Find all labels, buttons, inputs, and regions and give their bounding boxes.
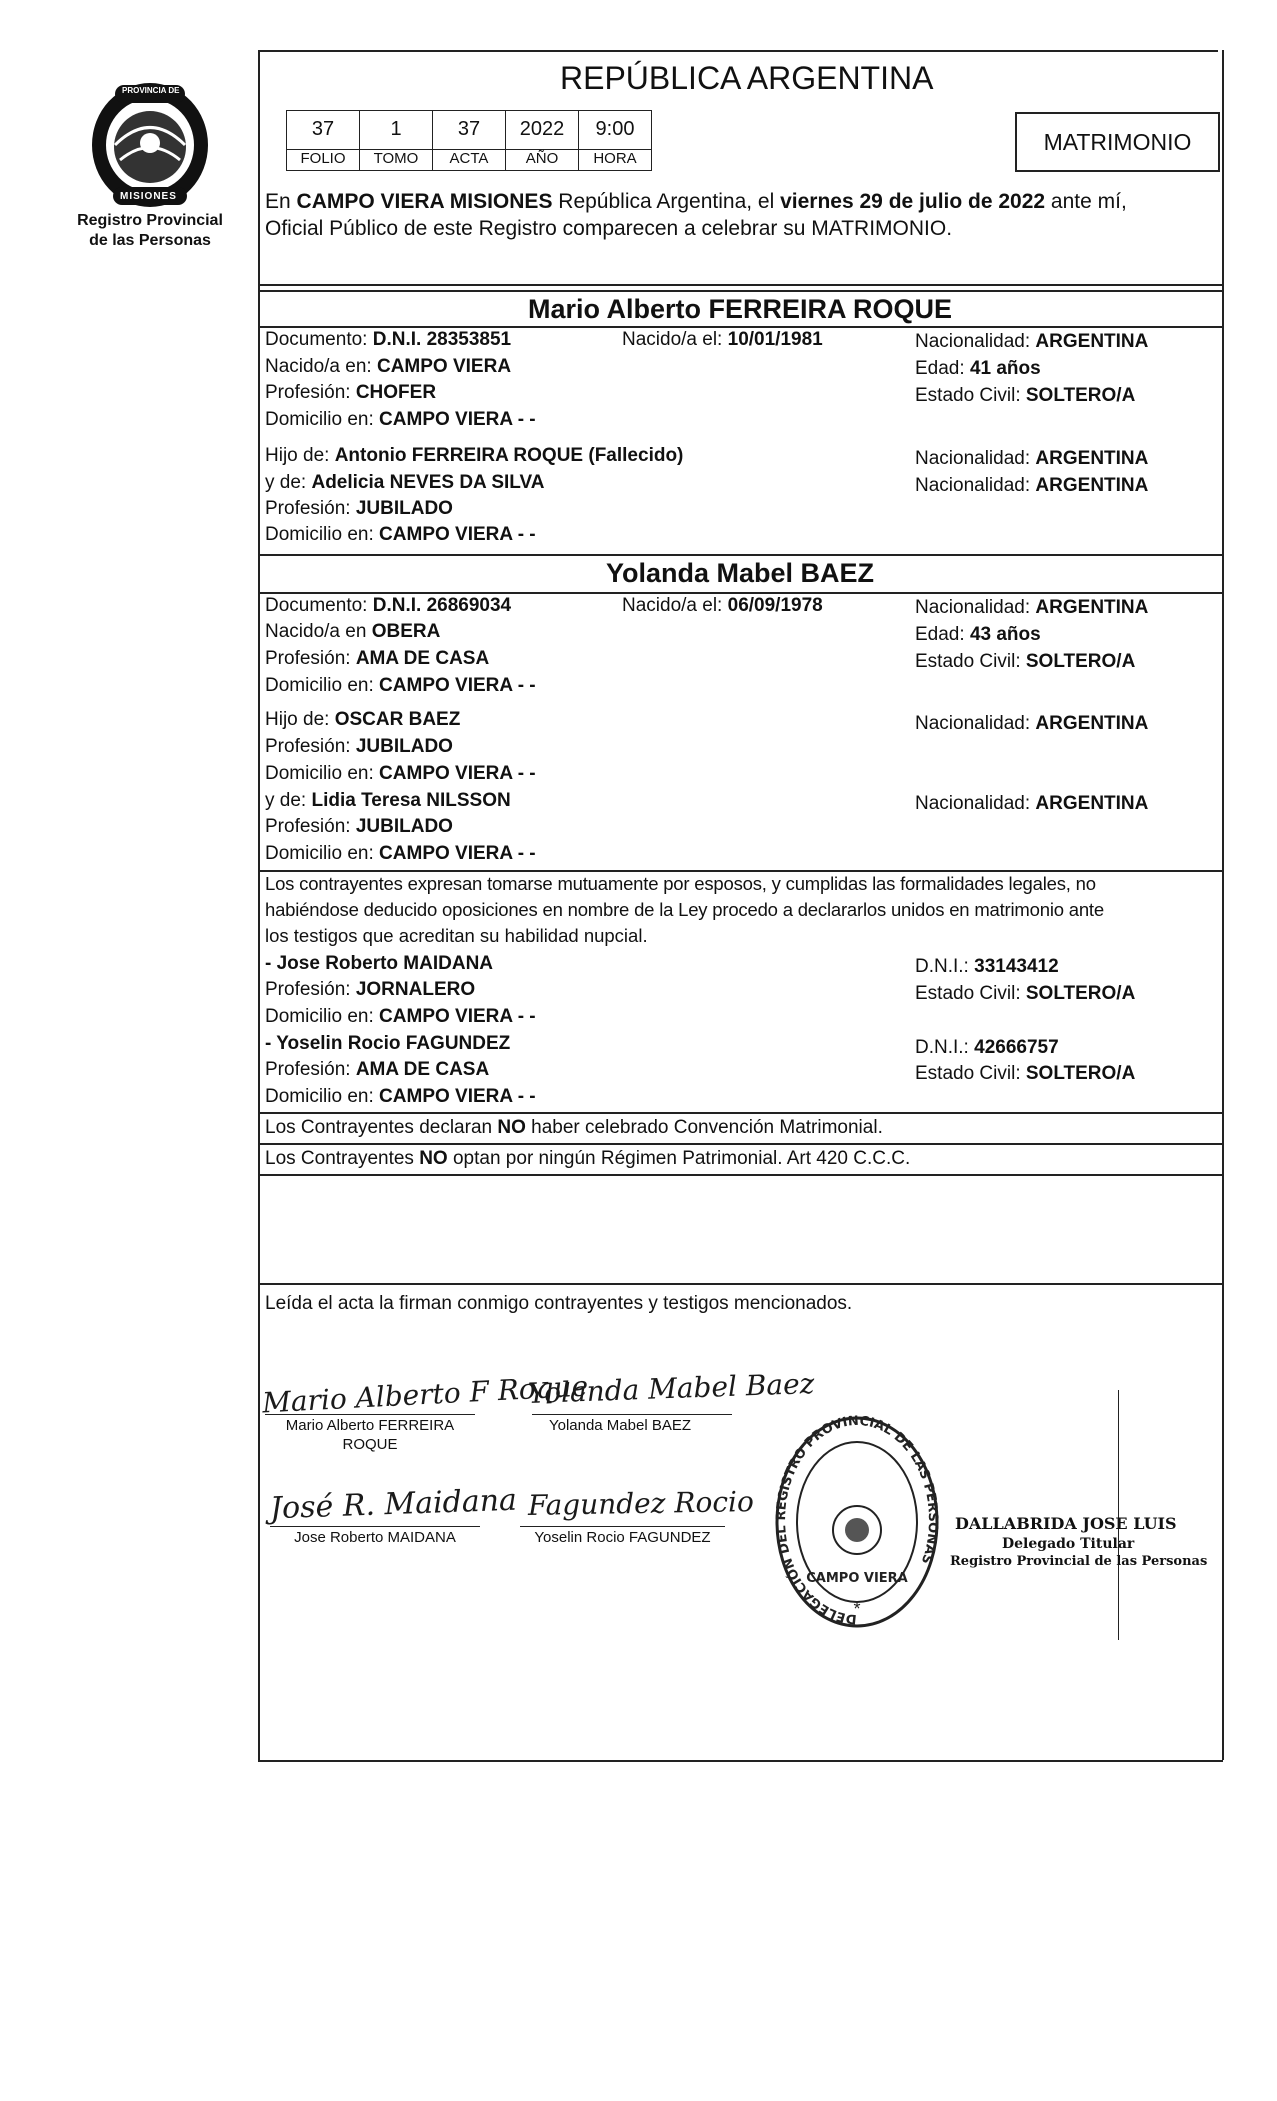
divider-convention-middle <box>258 1143 1222 1145</box>
groom-profession: Profesión: CHOFER <box>265 382 437 403</box>
witness-1-dni: D.N.I.: 33143412 <box>915 956 1059 977</box>
witness-2-profession: Profesión: AMA DE CASA <box>265 1059 490 1080</box>
hour-value: 9:00 <box>578 110 652 150</box>
groom-signature-caption-1: Mario Alberto FERREIRA <box>285 1417 455 1434</box>
bride-signature-line <box>532 1414 732 1415</box>
frame-top-border <box>258 50 1218 52</box>
bride-father-profession: Profesión: JUBILADO <box>265 736 453 757</box>
registry-stamp <box>772 1410 942 1640</box>
bride-birthdate: Nacido/a el: 06/09/1978 <box>622 595 823 616</box>
groom-father-nationality: Nacionalidad: ARGENTINA <box>915 448 1149 469</box>
witness-1-signature-line <box>270 1526 480 1527</box>
bride-mother-address: Domicilio en: CAMPO VIERA - - <box>265 843 536 864</box>
year-label: AÑO <box>505 149 579 171</box>
witness-2-dni: D.N.I.: 42666757 <box>915 1037 1059 1058</box>
witness-2-signature-line <box>520 1526 725 1527</box>
seal-top-text: PROVINCIA DE <box>122 86 180 95</box>
groom-document: Documento: D.N.I. 28353851 <box>265 329 512 350</box>
groom-age: Edad: 41 años <box>915 358 1041 379</box>
folio-value: 37 <box>286 110 360 150</box>
seal-bottom-text: MISIONES <box>120 191 177 202</box>
groom-birthdate: Nacido/a el: 10/01/1981 <box>622 329 823 350</box>
intro-line-1: En CAMPO VIERA MISIONES República Argentina, el viernes 29 de julio de 2022 ante mí, <box>265 190 1127 213</box>
folio-label: FOLIO <box>286 149 360 171</box>
bride-father-address: Domicilio en: CAMPO VIERA - - <box>265 763 536 784</box>
witness-1-signature-caption: Jose Roberto MAIDANA <box>294 1529 456 1546</box>
groom-nationality: Nacionalidad: ARGENTINA <box>915 331 1149 352</box>
witness-1-civil-status: Estado Civil: SOLTERO/A <box>915 983 1136 1004</box>
groom-mother: y de: Adelicia NEVES DA SILVA <box>265 472 545 493</box>
bride-mother: y de: Lidia Teresa NILSSON <box>265 790 511 811</box>
intro-line-2: Oficial Público de este Registro comparecen a celebrar su MATRIMONIO. <box>265 217 953 240</box>
groom-signature: Mario Alberto F Roque <box>261 1369 589 1420</box>
witness-2-signature-caption: Yoselin Rocio FAGUNDEZ <box>534 1529 711 1546</box>
witness-2-civil-status: Estado Civil: SOLTERO/A <box>915 1063 1136 1084</box>
divider-convention-bottom <box>258 1174 1222 1176</box>
tomo-label: TOMO <box>359 149 433 171</box>
groom-civil-status: Estado Civil: SOLTERO/A <box>915 385 1136 406</box>
bride-father: Hijo de: OSCAR BAEZ <box>265 709 461 730</box>
bride-mother-nationality: Nacionalidad: ARGENTINA <box>915 793 1149 814</box>
witness-2-address: Domicilio en: CAMPO VIERA - - <box>265 1086 536 1107</box>
hour-label: HORA <box>578 149 652 171</box>
groom-mother-address: Domicilio en: CAMPO VIERA - - <box>265 524 536 545</box>
bride-father-nationality: Nacionalidad: ARGENTINA <box>915 713 1149 734</box>
witness-1-name: - Jose Roberto MAIDANA <box>265 953 494 974</box>
witness-1-profession: Profesión: JORNALERO <box>265 979 476 1000</box>
bride-document: Documento: D.N.I. 26869034 <box>265 595 512 616</box>
bride-profession: Profesión: AMA DE CASA <box>265 648 490 669</box>
groom-name: Mario Alberto FERREIRA ROQUE <box>527 294 953 324</box>
official-name: DALLABRIDA JOSE LUIS <box>955 1514 1177 1533</box>
witness-2-name: - Yoselin Rocio FAGUNDEZ <box>265 1033 511 1054</box>
groom-signature-line <box>265 1414 475 1415</box>
frame-bottom-border <box>258 1760 1223 1762</box>
declaration-line-2: habiéndose deducido oposiciones en nombre de la Ley procedo a declararlos unidos en matrimonio ante <box>265 899 1104 920</box>
witness-2-signature: Fagundez Rocio <box>527 1485 755 1522</box>
convention-line-1: Los Contrayentes declaran NO haber celebrado Convención Matrimonial. <box>265 1117 883 1138</box>
year-value: 2022 <box>505 110 579 150</box>
record-type-box: MATRIMONIO <box>1015 112 1220 172</box>
acta-value: 37 <box>432 110 506 150</box>
witness-1-signature: José R. Maidana <box>269 1482 518 1527</box>
tomo-value: 1 <box>359 110 433 150</box>
logo-caption-line1: Registro Provincial <box>77 212 223 229</box>
divider-signatures-top <box>258 1283 1222 1285</box>
declaration-line-3: los testigos que acreditan su habilidad nupcial. <box>265 925 648 946</box>
bride-civil-status: Estado Civil: SOLTERO/A <box>915 651 1136 672</box>
bride-age: Edad: 43 años <box>915 624 1041 645</box>
frame-right-border <box>1222 50 1224 1760</box>
official-organization: Registro Provincial de las Personas <box>950 1554 1208 1569</box>
groom-signature-caption-2: ROQUE <box>342 1436 398 1453</box>
groom-birthplace: Nacido/a en: CAMPO VIERA <box>265 356 512 377</box>
divider-convention-top <box>258 1112 1222 1114</box>
bride-name: Yolanda Mabel BAEZ <box>605 558 875 588</box>
groom-father: Hijo de: Antonio FERREIRA ROQUE (Fallecido) <box>265 445 684 466</box>
groom-address: Domicilio en: CAMPO VIERA - - <box>265 409 536 430</box>
logo-caption-line2: de las Personas <box>89 232 211 249</box>
country-title: REPÚBLICA ARGENTINA <box>560 60 934 96</box>
official-title: Delegado Titular <box>1002 1536 1135 1552</box>
stamp-ring-text: DELEGACIÓN DEL REGISTRO PROVINCIAL DE LAS PERSONAS <box>773 1413 941 1627</box>
bride-signature-caption: Yolanda Mabel BAEZ <box>548 1417 692 1434</box>
convention-line-2: Los Contrayentes NO optan por ningún Régimen Patrimonial. Art 420 C.C.C. <box>265 1148 911 1169</box>
witness-1-address: Domicilio en: CAMPO VIERA - - <box>265 1006 536 1027</box>
bride-mother-profession: Profesión: JUBILADO <box>265 816 453 837</box>
declaration-line-1: Los contrayentes expresan tomarse mutuamente por esposos, y cumplidas las formalidades legales, no <box>265 873 1096 894</box>
bride-birthplace: Nacido/a en OBERA <box>265 621 441 642</box>
groom-mother-profession: Profesión: JUBILADO <box>265 498 453 519</box>
stamp-center-text: CAMPO VIERA <box>806 1571 908 1586</box>
divider-header <box>258 284 1222 286</box>
closing-statement: Leída el acta la firman conmigo contrayentes y testigos mencionados. <box>265 1293 853 1314</box>
svg-text:*: * <box>853 1599 861 1619</box>
groom-mother-nationality: Nacionalidad: ARGENTINA <box>915 475 1149 496</box>
bride-address: Domicilio en: CAMPO VIERA - - <box>265 675 536 696</box>
acta-label: ACTA <box>432 149 506 171</box>
bride-signature: Yolanda Mabel Baez <box>527 1367 815 1410</box>
bride-nationality: Nacionalidad: ARGENTINA <box>915 597 1149 618</box>
